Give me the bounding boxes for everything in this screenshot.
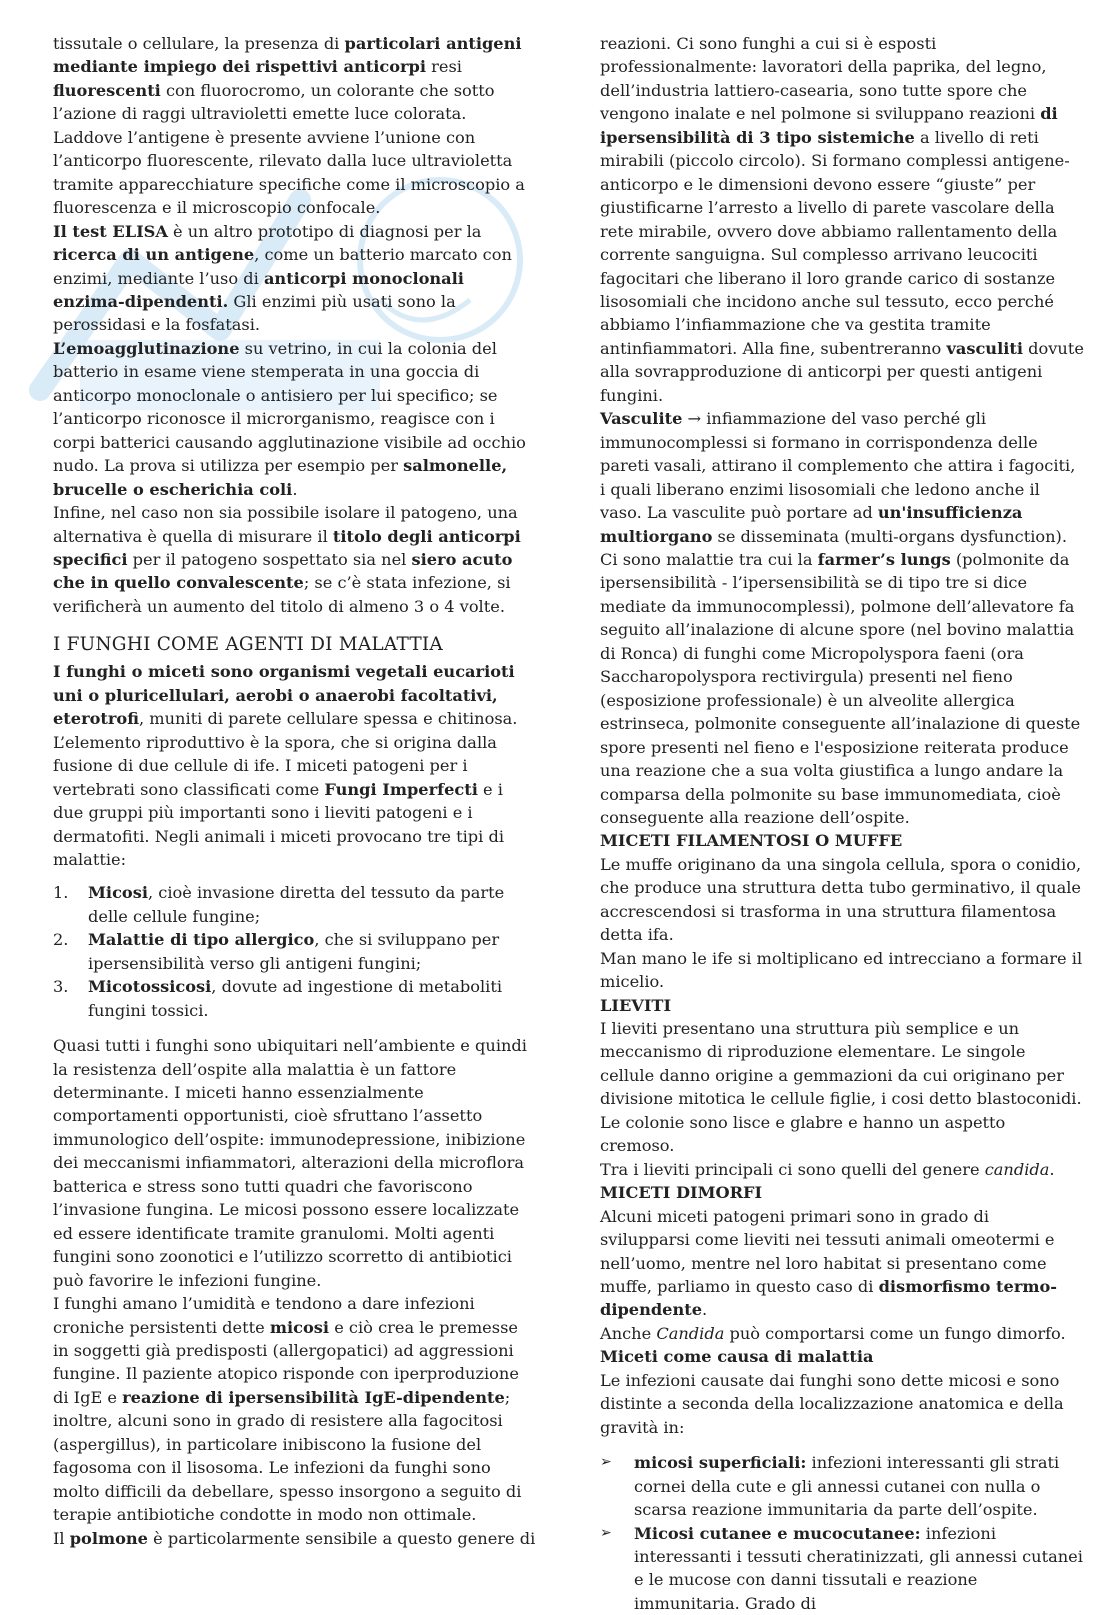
paragraph-hemagglutination xyxy=(53,337,537,501)
text-run: , come un batterio marcato con enzimi, mediante l’uso di xyxy=(53,245,512,288)
text-run: su vetrino, in cui la colonia del batterio in esame viene stemperata in una goccia di anticorpo monoclonale o antisiero per lui specifico; se l’anticorpo riconosce il microrganismo, reagisce con i corpi batterici causando agglutinazione visibile ad occhio nudo. La prova si utilizza per esempio per xyxy=(53,338,526,476)
bold-text: fluorescenti xyxy=(53,80,161,100)
bold-text: L’emoagglutinazione xyxy=(53,338,240,358)
bold-text: particolari antigeni mediante impiego dei rispettivi anticorpi xyxy=(53,34,522,77)
text-run: e ciò crea le premesse in soggetti già predisposti (allergopatici) ad aggressioni fungine. Il paziente atopico risponde con iperproduzione di IgE e xyxy=(53,1317,519,1407)
text-run: tissutale o cellulare, la presenza di xyxy=(53,34,345,53)
paragraph-humidity xyxy=(53,1292,537,1527)
text-run: , che si sviluppano per ipersensibilità verso gli antigeni fungini; xyxy=(88,930,500,973)
right-column xyxy=(600,32,1084,1615)
paragraph-opportunism xyxy=(53,1034,537,1292)
paragraph-mycoses: Le infezioni causate dai funghi sono dette micosi e sono distinte a seconda della localizzazione anatomica e della gravità in: xyxy=(600,1370,1064,1437)
paragraph-antibody-titer xyxy=(53,501,537,618)
text-run: è un altro prototipo di diagnosi per la xyxy=(167,221,482,241)
paragraph-yeasts: I lieviti presentano una struttura più semplice e un meccanismo di riproduzione elementare. Le singole cellule danno origine a gemmazioni da cui originano per divisione mitotica le cellule figlie, i cosi detto blastoconidi. xyxy=(600,1019,1082,1109)
paragraph-elisa xyxy=(53,220,537,337)
text-run: e i due gruppi più importanti sono i lieviti patogeni e i dermatofiti. Negli animali i miceti provocano tre tipi di malattie: xyxy=(53,779,505,869)
section-heading-fungi: I FUNGHI COME AGENTI DI MALATTIA xyxy=(53,634,443,656)
arrow-bullet-icon: ➢ xyxy=(600,1524,612,1541)
text-run: è particolarmente sensibile a questo genere di xyxy=(147,1528,536,1548)
text-run: infezioni interessanti gli strati cornei della cute e gli annessi cutanei con nulla o scarsa reazione immunitaria da parte dell’ospite. xyxy=(634,1453,1060,1520)
paragraph-mycelium: Man mano le ife si moltiplicano ed intrecciano a formare il micelio. xyxy=(600,948,1083,992)
bold-text: Vasculite xyxy=(600,409,683,429)
fungal-disease-list xyxy=(53,881,537,1022)
paragraph-molds: Le muffe originano da una singola cellula, spora o conidio, che produce una struttura detta tubo germinativo, il quale accrescendosi si trasforma in una struttura filamentosa detta ifa. xyxy=(600,854,1082,945)
text-run: → infiammazione del vaso perché gli immunocomplessi si formano in corrispondenza delle pareti vasali, attirano il complemento che attira i fagociti, i quali liberano enzimi lisosomiali che ledono anche il vaso. La vasculite può portare ad xyxy=(600,409,1076,523)
paragraph-candida xyxy=(600,1158,1084,1181)
text-run: Infine, nel caso non sia possibile isolare il patogeno, una alternativa è quella di misurare il xyxy=(53,503,518,546)
bold-text: un'insufficienza multiorgano xyxy=(600,503,1023,546)
bold-text: Micotossicosi xyxy=(88,977,212,997)
subheading-molds: MICETI FILAMENTOSI O MUFFE xyxy=(600,831,903,851)
paragraph-dimorphism xyxy=(600,1205,1084,1322)
bold-text: farmer’s lungs xyxy=(817,549,951,569)
list-number: 2. xyxy=(53,930,69,950)
paragraph-reactions xyxy=(600,32,1084,407)
text-run: per il patogeno sospettato sia nel xyxy=(127,549,412,569)
paragraph-vasculitis xyxy=(600,407,1084,548)
text-run: Quasi tutti i funghi sono ubiquitari nell’ambiente e quindi la resistenza dell’ospite alla malattia è un fattore determinante. I miceti hanno essenzialmente comportamenti opportunisti, cioè sfruttano l’assetto immunologico dell’ospite: immunodepressione, inibizione dei meccanismi infiammatori, alterazioni della microflora batterica e stress sono tutti quadri che favoriscono l’invasione fungina. Le micosi possono essere localizzate ed essere identificate tramite granulomi. Molti agenti fungini sono zoonotici e l’utilizzo scorretto di antibiotici può favorire le infezioni fungine. xyxy=(53,1036,527,1290)
text-run: infezioni interessanti i tessuti cheratinizzati, gli annessi cutanei e le mucose con danni tissutali e reazione immunitaria. Grado di xyxy=(634,1523,1083,1613)
bold-text: anticorpi monoclonali enzima-dipendenti. xyxy=(53,268,464,311)
bold-text: Micosi xyxy=(88,883,148,903)
list-item xyxy=(600,1451,1084,1521)
text-run: Ci sono malattie tra cui la xyxy=(600,549,818,569)
text-run: (polmonite da ipersensibilità - l’ipersensibilità se di tipo tre si dice mediate da immunocomplessi), polmone dell’allevatore fa seguito all’inalazione di alcune spore (nel bovino malattia di Ronca) di funghi come Micropolyspora faeni (ora Saccharopolyspora rectivirgula) presenti nel fieno (esposizione professionale) è un alveolite allergica estrinseca, polmonite conseguente all’inalazione di queste spore presenti nel fieno e l'esposizione reiterata produce una reazione che a sua volta giustifica a lungo andare la comparsa della polmonite su base immunomediata, cioè conseguente alla reazione dell’ospite. xyxy=(600,549,1081,827)
text-run: se disseminata (multi-organs dysfunction). xyxy=(712,526,1068,546)
bold-text: salmonelle, brucelle o escherichia coli xyxy=(53,456,508,499)
text-run: , muniti di parete cellulare spessa e chitinosa. L’elemento riproduttivo è la spora, che si origina dalla fusione di due cellule di ife. I miceti patogeni per i vertebrati sono classificati come xyxy=(53,709,518,799)
subheading-yeasts: LIEVITI xyxy=(600,995,672,1015)
bold-text: Il test ELISA xyxy=(53,221,168,241)
bold-text: Fungi Imperfecti xyxy=(324,779,478,799)
bold-text: titolo degli anticorpi specifici xyxy=(53,526,521,569)
bold-text: vasculiti xyxy=(946,338,1023,358)
text-run: Il xyxy=(53,1528,70,1548)
italic-text: candida xyxy=(984,1159,1050,1179)
text-run: Anche xyxy=(600,1323,657,1343)
paragraph-farmers-lung xyxy=(600,548,1084,829)
arrow-bullet-icon: ➢ xyxy=(600,1454,612,1471)
text-run: . xyxy=(1049,1159,1055,1179)
bold-text: polmone xyxy=(69,1528,148,1548)
text-run: . xyxy=(292,479,298,499)
bold-text: Micosi cutanee e mucocutanee: xyxy=(634,1523,921,1543)
list-number: 3. xyxy=(53,977,69,997)
text-run: Gli enzimi più usati sono la perossidasi e la fosfatasi. xyxy=(53,291,456,335)
list-item xyxy=(53,928,537,975)
paragraph-colonies: Le colonie sono lisce e glabre e hanno un aspetto cremoso. xyxy=(600,1112,1006,1156)
bold-text: micosi superficiali: xyxy=(634,1453,807,1473)
text-run: può comportarsi come un fungo dimorfo. xyxy=(724,1323,1066,1343)
text-run: Alcuni miceti patogeni primari sono in grado di svilupparsi come lieviti nei tessuti animali omeotermi e nell’uomo, mentre nel loro habitat si presentano come muffe, parliamo in questo caso di xyxy=(600,1206,1055,1297)
bold-text: reazione di ipersensibilità IgE-dipendente xyxy=(122,1387,505,1407)
bold-text: di ipersensibilità di 3 tipo sistemiche xyxy=(600,104,1058,147)
list-item xyxy=(53,975,537,1022)
text-run: , dovute ad ingestione di metaboliti fungini tossici. xyxy=(88,977,503,1020)
bold-text: Malattie di tipo allergico xyxy=(88,930,315,950)
list-number: 1. xyxy=(53,883,69,903)
bold-text: dismorfismo termo-dipendente xyxy=(600,1277,1058,1320)
text-run: I funghi amano l’umidità e tendono a dare infezioni croniche persistenti dette xyxy=(53,1294,475,1337)
list-item xyxy=(600,1522,1084,1615)
text-run: ; inoltre, alcuni sono in grado di resistere alla fagocitosi (aspergillus), in particolare inibiscono la fusione del fagosoma con il lisosoma. Le infezioni da funghi sono molto difficili da debellare, spesso insorgono a seguito di terapie antibiotiche condotte in modo non ottimale. xyxy=(53,1387,522,1525)
text-run: con fluorocromo, un colorante che sotto l’azione di raggi ultravioletti emette luce colorata. Laddove l’antigene è presente avviene l’unione con l’anticorpo fluorescente, rilevato dalla luce ultravioletta tramite apparecchiature specifiche come il microscopio a fluorescenza e il microscopio confocale. xyxy=(53,80,525,218)
text-run: ; se c’è stata infezione, si verificherà un aumento del titolo di almeno 3 o 4 volte. xyxy=(53,573,511,616)
bold-text: ricerca di un antigene xyxy=(53,245,255,265)
text-run: . xyxy=(702,1300,708,1320)
text-run: dovute alla sovrapproduzione di anticorpi per questi antigeni fungini. xyxy=(600,338,1084,405)
list-item xyxy=(53,881,537,928)
left-column xyxy=(53,32,537,1550)
subheading-dimorphic: MICETI DIMORFI xyxy=(600,1183,763,1203)
paragraph-lung xyxy=(53,1527,537,1550)
paragraph-fungi-definition xyxy=(53,660,537,871)
text-run: reazioni. Ci sono funghi a cui si è esposti professionalmente: lavoratori della paprika, del legno, dell’industria lattiero-casearia, sono tutte spore che vengono inalate e nel polmone si sviluppano reazioni xyxy=(600,34,1047,124)
subheading-disease-cause: Miceti come causa di malattia xyxy=(600,1347,874,1367)
text-run: Tra i lieviti principali ci sono quelli del genere xyxy=(600,1159,985,1179)
bold-text: micosi xyxy=(269,1317,330,1337)
bold-text: I funghi o miceti sono organismi vegetali eucarioti uni o pluricellulari, aerobi o anaerobi facoltativi, eterotrofi xyxy=(53,662,515,729)
mycoses-list xyxy=(600,1451,1084,1615)
paragraph-candida-dimorph xyxy=(600,1322,1084,1345)
text-run: resi xyxy=(426,57,462,77)
text-run: , cioè invasione diretta del tessuto da parte delle cellule fungine; xyxy=(88,883,505,926)
bold-text: siero acuto che in quello convalescente xyxy=(53,549,513,593)
paragraph-immunofluorescence xyxy=(53,32,537,220)
text-run: a livello di reti mirabili (piccolo circolo). Si formano complessi antigene-anticorpo e le dimensioni devono essere “giuste” per giustificarne l’arresto a livello di parete vascolare della rete mirabile, ovvero dove abbiamo rallentamento della corrente sanguigna. Sul complesso arrivano leucociti fagocitari che liberano il loro grande carico di sostanze lisosomiali che incidono anche sul tessuto, ecco perché abbiamo l’infiammazione che va gestita tramite antinfiammatori. Alla fine, subentreranno xyxy=(600,127,1070,358)
italic-text: Candida xyxy=(656,1323,725,1343)
